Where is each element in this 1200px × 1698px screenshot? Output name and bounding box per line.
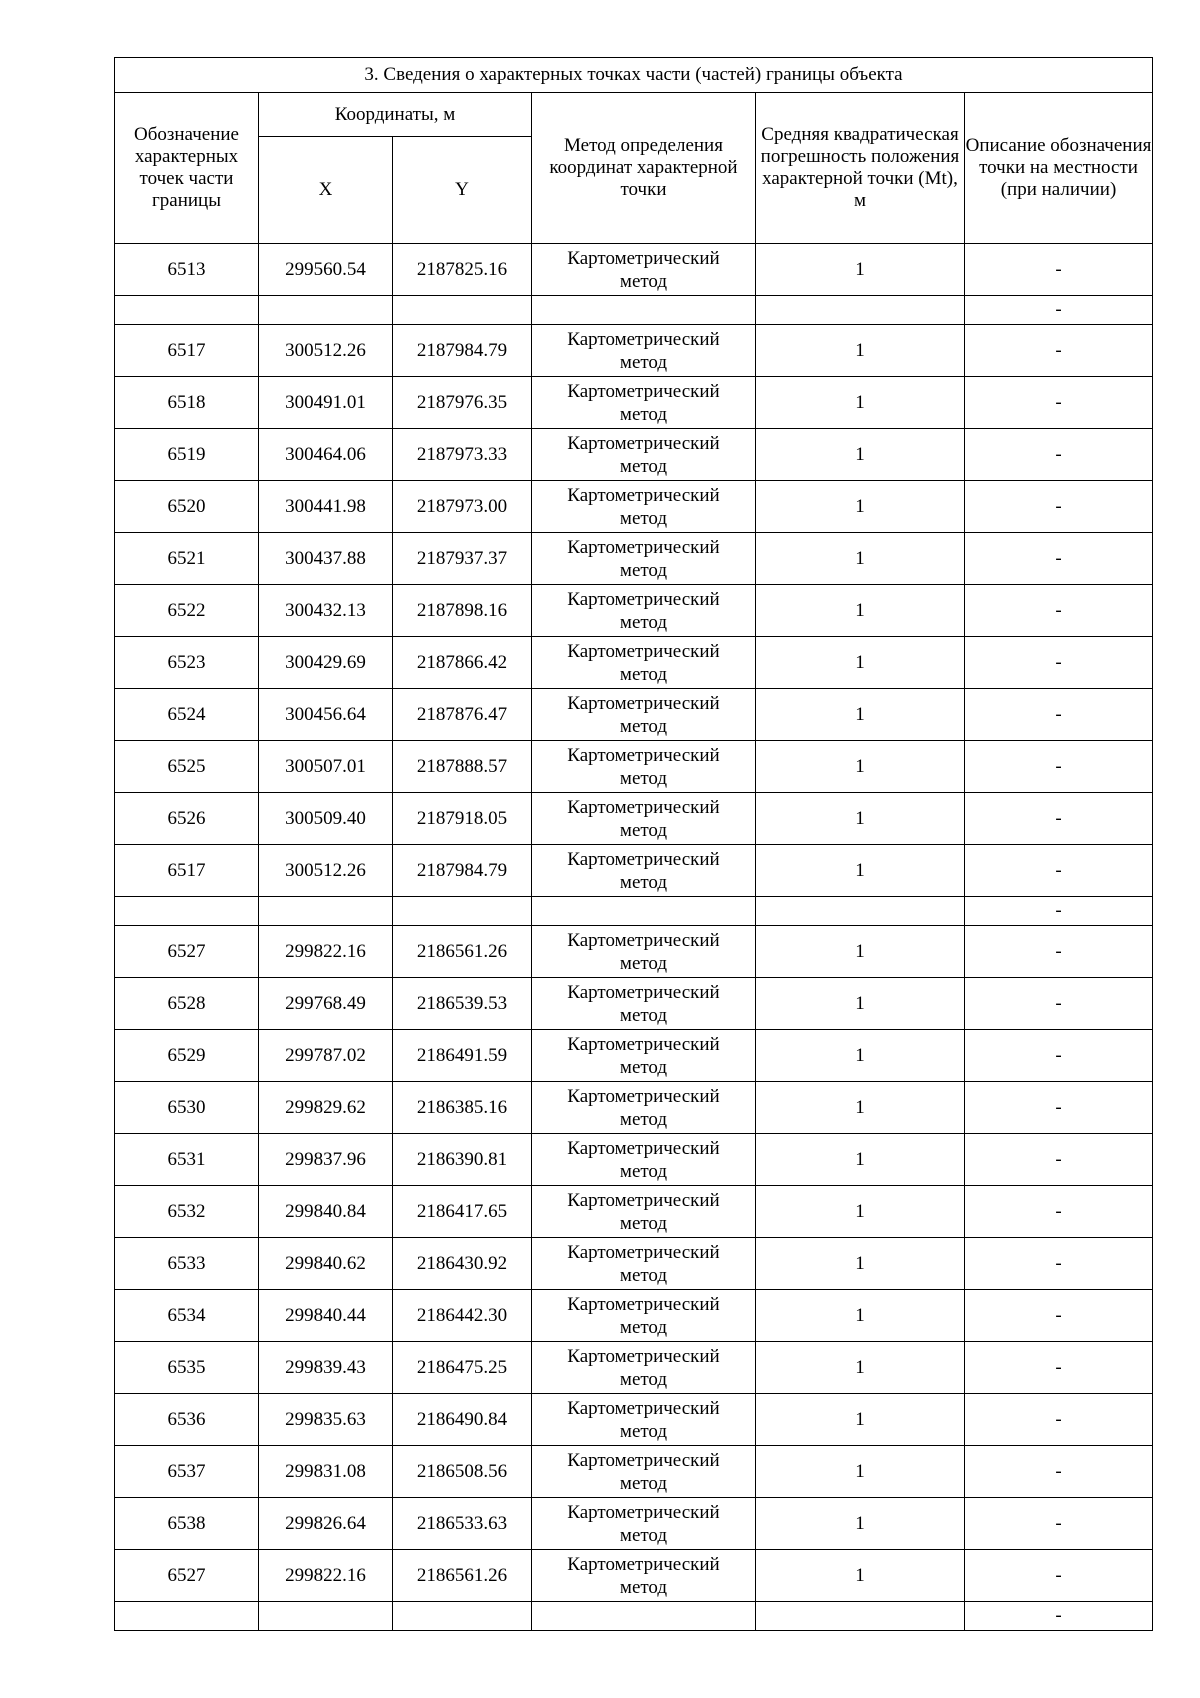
point-id-cell: 6527	[115, 1550, 259, 1602]
method-line-2: метод	[619, 1316, 668, 1338]
point-id-cell: 6520	[115, 481, 259, 533]
method-line-1: Картометрический	[567, 588, 720, 610]
method-cell	[532, 845, 756, 897]
header-designation: Обозначение характерных точек части границы	[115, 93, 259, 244]
method-line-2: метод	[619, 1160, 668, 1182]
method-line-2: метод	[619, 871, 668, 893]
header-x: X	[259, 137, 393, 244]
accuracy-cell: 1	[756, 793, 965, 845]
separator-row	[115, 1602, 1153, 1631]
x-coordinate-cell: 299768.49	[259, 978, 393, 1030]
y-coordinate-cell: 2186430.92	[393, 1238, 532, 1290]
method-line-1: Картометрический	[567, 328, 720, 350]
method-cell	[532, 1238, 756, 1290]
accuracy-cell: 1	[756, 1030, 965, 1082]
y-coordinate-cell: 2187984.79	[393, 845, 532, 897]
table-row	[115, 1290, 1153, 1342]
y-coordinate-cell: 2186561.26	[393, 1550, 532, 1602]
description-cell: -	[965, 1290, 1153, 1342]
method-line-2: метод	[619, 611, 668, 633]
method-cell	[532, 1394, 756, 1446]
empty-cell	[259, 296, 393, 325]
table-body	[115, 244, 1153, 1631]
empty-cell	[115, 897, 259, 926]
point-id-cell: 6530	[115, 1082, 259, 1134]
method-line-1: Картометрический	[567, 692, 720, 714]
method-line-1: Картометрический	[567, 1137, 720, 1159]
y-coordinate-cell: 2187984.79	[393, 325, 532, 377]
method-line-2: метод	[619, 1056, 668, 1078]
empty-cell	[259, 897, 393, 926]
method-line-2: метод	[619, 1368, 668, 1390]
method-line-1: Картометрический	[567, 1085, 720, 1107]
description-cell: -	[965, 1394, 1153, 1446]
accuracy-cell: 1	[756, 845, 965, 897]
point-id-cell: 6535	[115, 1342, 259, 1394]
point-id-cell: 6532	[115, 1186, 259, 1238]
table-row	[115, 244, 1153, 296]
method-line-2: метод	[619, 1108, 668, 1130]
point-id-cell: 6527	[115, 926, 259, 978]
x-coordinate-cell: 299839.43	[259, 1342, 393, 1394]
method-line-1: Картометрический	[567, 247, 720, 269]
y-coordinate-cell: 2186539.53	[393, 978, 532, 1030]
method-line-2: метод	[619, 270, 668, 292]
accuracy-cell: 1	[756, 244, 965, 296]
boundary-points-table	[114, 57, 1153, 1631]
x-coordinate-cell: 299840.62	[259, 1238, 393, 1290]
separator-row	[115, 296, 1153, 325]
description-cell: -	[965, 793, 1153, 845]
method-line-2: метод	[619, 767, 668, 789]
point-id-cell: 6536	[115, 1394, 259, 1446]
description-cell: -	[965, 1134, 1153, 1186]
method-line-2: метод	[619, 1004, 668, 1026]
method-cell	[532, 244, 756, 296]
y-coordinate-cell: 2187976.35	[393, 377, 532, 429]
description-cell: -	[965, 533, 1153, 585]
table-row	[115, 1186, 1153, 1238]
table-row	[115, 1238, 1153, 1290]
method-line-2: метод	[619, 1264, 668, 1286]
x-coordinate-cell: 299840.44	[259, 1290, 393, 1342]
x-coordinate-cell: 300464.06	[259, 429, 393, 481]
accuracy-cell: 1	[756, 689, 965, 741]
x-coordinate-cell: 299840.84	[259, 1186, 393, 1238]
table-row	[115, 926, 1153, 978]
table-row	[115, 533, 1153, 585]
y-coordinate-cell: 2187973.33	[393, 429, 532, 481]
x-coordinate-cell: 299787.02	[259, 1030, 393, 1082]
description-cell: -	[965, 325, 1153, 377]
description-cell: -	[965, 377, 1153, 429]
y-coordinate-cell: 2187825.16	[393, 244, 532, 296]
method-line-2: метод	[619, 1212, 668, 1234]
accuracy-cell: 1	[756, 1134, 965, 1186]
x-coordinate-cell: 299835.63	[259, 1394, 393, 1446]
x-coordinate-cell: 300509.40	[259, 793, 393, 845]
method-line-2: метод	[619, 819, 668, 841]
point-id-cell: 6523	[115, 637, 259, 689]
empty-cell	[115, 296, 259, 325]
method-line-2: метод	[619, 715, 668, 737]
method-line-1: Картометрический	[567, 1033, 720, 1055]
method-line-2: метод	[619, 1472, 668, 1494]
x-coordinate-cell: 300512.26	[259, 325, 393, 377]
method-line-2: метод	[619, 663, 668, 685]
accuracy-cell: 1	[756, 325, 965, 377]
method-cell	[532, 637, 756, 689]
table-title: 3. Сведения о характерных точках части (частей) границы объекта	[115, 58, 1153, 93]
method-line-1: Картометрический	[567, 848, 720, 870]
x-coordinate-cell: 300491.01	[259, 377, 393, 429]
x-coordinate-cell: 299822.16	[259, 1550, 393, 1602]
point-id-cell: 6537	[115, 1446, 259, 1498]
x-coordinate-cell: 300456.64	[259, 689, 393, 741]
description-cell: -	[965, 481, 1153, 533]
method-cell	[532, 325, 756, 377]
point-id-cell: 6533	[115, 1238, 259, 1290]
method-line-2: метод	[619, 952, 668, 974]
point-id-cell: 6522	[115, 585, 259, 637]
description-cell: -	[965, 845, 1153, 897]
accuracy-cell: 1	[756, 741, 965, 793]
point-id-cell: 6521	[115, 533, 259, 585]
description-cell: -	[965, 1446, 1153, 1498]
description-cell: -	[965, 689, 1153, 741]
method-line-2: метод	[619, 1524, 668, 1546]
header-description: Описание обозначения точки на местности (при наличии)	[965, 93, 1153, 244]
description-cell: -	[965, 741, 1153, 793]
method-line-2: метод	[619, 1576, 668, 1598]
method-cell	[532, 1030, 756, 1082]
x-coordinate-cell: 299826.64	[259, 1498, 393, 1550]
empty-cell	[756, 296, 965, 325]
method-line-1: Картометрический	[567, 536, 720, 558]
description-cell: -	[965, 296, 1153, 325]
method-cell	[532, 377, 756, 429]
x-coordinate-cell: 300512.26	[259, 845, 393, 897]
table-row	[115, 1134, 1153, 1186]
point-id-cell: 6538	[115, 1498, 259, 1550]
method-cell	[532, 1342, 756, 1394]
separator-row	[115, 897, 1153, 926]
header-method: Метод определения координат характерной точки	[532, 93, 756, 244]
method-cell	[532, 1186, 756, 1238]
table-row	[115, 1446, 1153, 1498]
method-line-1: Картометрический	[567, 484, 720, 506]
method-line-2: метод	[619, 455, 668, 477]
y-coordinate-cell: 2187876.47	[393, 689, 532, 741]
accuracy-cell: 1	[756, 1550, 965, 1602]
empty-cell	[115, 1602, 259, 1631]
table-row	[115, 793, 1153, 845]
table-row	[115, 1342, 1153, 1394]
x-coordinate-cell: 300441.98	[259, 481, 393, 533]
y-coordinate-cell: 2187888.57	[393, 741, 532, 793]
method-cell	[532, 689, 756, 741]
method-line-2: метод	[619, 1420, 668, 1442]
table-row	[115, 845, 1153, 897]
x-coordinate-cell: 300437.88	[259, 533, 393, 585]
accuracy-cell: 1	[756, 1394, 965, 1446]
table-row	[115, 637, 1153, 689]
description-cell: -	[965, 1342, 1153, 1394]
method-line-1: Картометрический	[567, 1345, 720, 1367]
header-accuracy: Средняя квадратическая погрешность положения характерной точки (Mt), м	[756, 93, 965, 244]
accuracy-cell: 1	[756, 926, 965, 978]
accuracy-cell: 1	[756, 1238, 965, 1290]
description-cell: -	[965, 1186, 1153, 1238]
empty-cell	[393, 296, 532, 325]
method-cell	[532, 1446, 756, 1498]
accuracy-cell: 1	[756, 978, 965, 1030]
method-line-1: Картометрический	[567, 1501, 720, 1523]
method-line-1: Картометрический	[567, 796, 720, 818]
method-cell	[532, 481, 756, 533]
point-id-cell: 6517	[115, 325, 259, 377]
empty-cell	[532, 1602, 756, 1631]
x-coordinate-cell: 299822.16	[259, 926, 393, 978]
description-cell: -	[965, 637, 1153, 689]
empty-cell	[532, 897, 756, 926]
method-line-2: метод	[619, 351, 668, 373]
method-line-1: Картометрический	[567, 432, 720, 454]
method-line-1: Картометрический	[567, 1553, 720, 1575]
description-cell: -	[965, 1550, 1153, 1602]
accuracy-cell: 1	[756, 1186, 965, 1238]
point-id-cell: 6525	[115, 741, 259, 793]
method-cell	[532, 1290, 756, 1342]
method-cell	[532, 1550, 756, 1602]
y-coordinate-cell: 2187973.00	[393, 481, 532, 533]
accuracy-cell: 1	[756, 637, 965, 689]
point-id-cell: 6534	[115, 1290, 259, 1342]
method-cell	[532, 1498, 756, 1550]
point-id-cell: 6518	[115, 377, 259, 429]
point-id-cell: 6529	[115, 1030, 259, 1082]
method-line-1: Картометрический	[567, 1293, 720, 1315]
method-cell	[532, 585, 756, 637]
y-coordinate-cell: 2186490.84	[393, 1394, 532, 1446]
method-line-1: Картометрический	[567, 640, 720, 662]
empty-cell	[756, 897, 965, 926]
x-coordinate-cell: 299837.96	[259, 1134, 393, 1186]
y-coordinate-cell: 2186561.26	[393, 926, 532, 978]
accuracy-cell: 1	[756, 1446, 965, 1498]
y-coordinate-cell: 2187918.05	[393, 793, 532, 845]
method-line-2: метод	[619, 559, 668, 581]
empty-cell	[756, 1602, 965, 1631]
description-cell: -	[965, 978, 1153, 1030]
table-row	[115, 1498, 1153, 1550]
accuracy-cell: 1	[756, 1290, 965, 1342]
x-coordinate-cell: 299829.62	[259, 1082, 393, 1134]
method-cell	[532, 533, 756, 585]
accuracy-cell: 1	[756, 1082, 965, 1134]
table-row	[115, 325, 1153, 377]
header-coordinates: Координаты, м	[259, 93, 532, 137]
accuracy-cell: 1	[756, 585, 965, 637]
x-coordinate-cell: 299560.54	[259, 244, 393, 296]
table-row	[115, 481, 1153, 533]
table-row	[115, 429, 1153, 481]
table-row	[115, 1030, 1153, 1082]
method-line-1: Картометрический	[567, 1397, 720, 1419]
method-line-2: метод	[619, 403, 668, 425]
description-cell: -	[965, 244, 1153, 296]
table-row	[115, 689, 1153, 741]
method-cell	[532, 978, 756, 1030]
y-coordinate-cell: 2187937.37	[393, 533, 532, 585]
method-cell	[532, 1082, 756, 1134]
point-id-cell: 6524	[115, 689, 259, 741]
empty-cell	[393, 897, 532, 926]
x-coordinate-cell: 300429.69	[259, 637, 393, 689]
method-cell	[532, 741, 756, 793]
accuracy-cell: 1	[756, 1342, 965, 1394]
description-cell: -	[965, 897, 1153, 926]
method-cell	[532, 1134, 756, 1186]
method-line-1: Картометрический	[567, 929, 720, 951]
point-id-cell: 6526	[115, 793, 259, 845]
x-coordinate-cell: 299831.08	[259, 1446, 393, 1498]
y-coordinate-cell: 2186442.30	[393, 1290, 532, 1342]
accuracy-cell: 1	[756, 429, 965, 481]
description-cell: -	[965, 1082, 1153, 1134]
y-coordinate-cell: 2187898.16	[393, 585, 532, 637]
description-cell: -	[965, 585, 1153, 637]
description-cell: -	[965, 1238, 1153, 1290]
y-coordinate-cell: 2186417.65	[393, 1186, 532, 1238]
description-cell: -	[965, 1498, 1153, 1550]
header-y: Y	[393, 137, 532, 244]
description-cell: -	[965, 1602, 1153, 1631]
point-id-cell: 6531	[115, 1134, 259, 1186]
point-id-cell: 6513	[115, 244, 259, 296]
y-coordinate-cell: 2186533.63	[393, 1498, 532, 1550]
point-id-cell: 6519	[115, 429, 259, 481]
table-row	[115, 585, 1153, 637]
description-cell: -	[965, 1030, 1153, 1082]
x-coordinate-cell: 300507.01	[259, 741, 393, 793]
table-row	[115, 377, 1153, 429]
point-id-cell: 6517	[115, 845, 259, 897]
y-coordinate-cell: 2186491.59	[393, 1030, 532, 1082]
y-coordinate-cell: 2186508.56	[393, 1446, 532, 1498]
y-coordinate-cell: 2186385.16	[393, 1082, 532, 1134]
empty-cell	[393, 1602, 532, 1631]
description-cell: -	[965, 429, 1153, 481]
table-row	[115, 1082, 1153, 1134]
accuracy-cell: 1	[756, 481, 965, 533]
table-row	[115, 1550, 1153, 1602]
y-coordinate-cell: 2186390.81	[393, 1134, 532, 1186]
method-line-1: Картометрический	[567, 1241, 720, 1263]
method-line-1: Картометрический	[567, 1449, 720, 1471]
table-row	[115, 978, 1153, 1030]
x-coordinate-cell: 300432.13	[259, 585, 393, 637]
description-cell: -	[965, 926, 1153, 978]
method-line-1: Картометрический	[567, 744, 720, 766]
method-cell	[532, 429, 756, 481]
method-line-2: метод	[619, 507, 668, 529]
empty-cell	[532, 296, 756, 325]
point-id-cell: 6528	[115, 978, 259, 1030]
accuracy-cell: 1	[756, 377, 965, 429]
table-row	[115, 1394, 1153, 1446]
y-coordinate-cell: 2186475.25	[393, 1342, 532, 1394]
accuracy-cell: 1	[756, 533, 965, 585]
method-line-1: Картометрический	[567, 380, 720, 402]
method-cell	[532, 926, 756, 978]
empty-cell	[259, 1602, 393, 1631]
table-row	[115, 741, 1153, 793]
method-cell	[532, 793, 756, 845]
accuracy-cell: 1	[756, 1498, 965, 1550]
method-line-1: Картометрический	[567, 1189, 720, 1211]
y-coordinate-cell: 2187866.42	[393, 637, 532, 689]
method-line-1: Картометрический	[567, 981, 720, 1003]
